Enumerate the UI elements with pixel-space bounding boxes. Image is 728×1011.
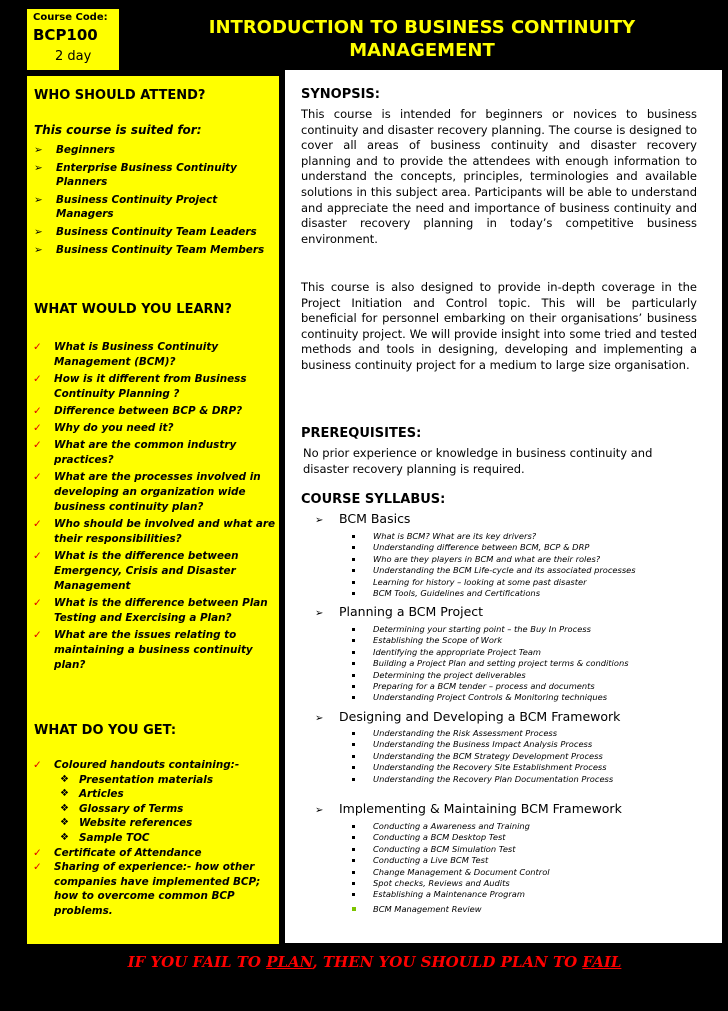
list-item: Establishing a Maintenance Program [349, 889, 550, 900]
arrow-icon: ➢ [315, 805, 324, 816]
list-item: Understanding the Recovery Site Establishment Process [349, 762, 613, 773]
check-icon: ✓ [33, 405, 42, 417]
list-item: ✓ What are the common industry practices? [33, 439, 237, 466]
arrow-icon: ➢ [34, 144, 43, 156]
check-icon: ✓ [33, 422, 42, 434]
list-item: BCM Management Review [349, 904, 550, 915]
check-icon: ✓ [33, 518, 42, 530]
check-icon: ✓ [33, 439, 42, 451]
synopsis-heading: SYNOPSIS: [301, 87, 380, 102]
sidebar [27, 76, 279, 944]
topic-list [349, 624, 629, 704]
list-item: ✓ Who should be involved and what are their responsibilities? [33, 518, 275, 545]
list-item: Change Management & Document Control [349, 867, 550, 878]
list-item: ✓ What is the difference between Plan Testing and Exercising a Plan? [33, 597, 268, 624]
list-item: ✓ Sharing of experience:- how other companies have implemented BCP; how to overcome common BCP problems. [33, 861, 261, 917]
footer-banner [27, 944, 722, 985]
course-code-box [27, 9, 119, 70]
arrow-icon: ➢ [315, 515, 324, 526]
list-item: ✓ Difference between BCP & DRP? [33, 405, 243, 417]
main-content [285, 70, 722, 943]
list-item: ❖ Website references [60, 817, 193, 830]
topic-list [349, 728, 613, 785]
list-item: ✓ What is the difference between Emergency, Crisis and Disaster Management [33, 550, 239, 592]
module-title: ➢ Planning a BCM Project [315, 604, 484, 619]
diamond-icon: ❖ [60, 788, 69, 800]
suited-label: This course is suited for: [34, 123, 202, 137]
get-list [27, 758, 301, 919]
page-title: INTRODUCTION TO BUSINESS CONTINUITY MANAGEMENT [208, 17, 636, 61]
list-item: ✓ What is Business Continuity Management (BCM)? [33, 341, 219, 368]
arrow-icon: ➢ [315, 608, 324, 619]
course-duration: 2 day [55, 49, 92, 64]
list-item: ✓ Why do you need it? [33, 422, 174, 434]
list-item: Identifying the appropriate Project Team [349, 647, 629, 658]
learn-heading: WHAT WOULD YOU LEARN? [34, 302, 232, 317]
arrow-icon: ➢ [34, 162, 43, 174]
list-item: Understanding Project Controls & Monitoring techniques [349, 692, 629, 703]
learn-list [27, 340, 276, 675]
check-icon: ✓ [33, 471, 42, 483]
list-item: Conducting a Awareness and Training [349, 821, 550, 832]
diamond-icon: ❖ [60, 773, 69, 785]
list-item: ❖ Articles [60, 788, 124, 801]
who-heading: WHO SHOULD ATTEND? [34, 88, 206, 103]
diamond-icon: ❖ [60, 817, 69, 829]
list-item: Conducting a Live BCM Test [349, 855, 550, 866]
course-code: BCP100 [33, 26, 98, 44]
audience-list [27, 143, 268, 261]
synopsis-paragraph: This course is intended for beginners or novices to business continuity and disaster recovery planning. The course is designed to cover all areas of business continuity and disaster recovery planning and to provide the attendees with enough information to understand the concepts, principles, terminologies and available solutions in this subject area. Participants will be able to understand and appreciate the need and importance of business continuity and disaster recovery planning in today’s competitive business environment. [301, 107, 697, 246]
module-title: ➢ Implementing & Maintaining BCM Framework [315, 801, 622, 816]
list-item: ✓ What are the processes involved in developing an organization wide business continuity plan? [33, 471, 261, 513]
list-item: Understanding the Recovery Plan Documentation Process [349, 774, 613, 785]
list-item: ➢ Business Continuity Project Managers [34, 194, 218, 220]
list-item: ❖ Sample TOC [60, 831, 150, 844]
list-item: ❖ Glossary of Terms [60, 802, 184, 815]
list-item: Who are they players in BCM and what are their roles? [349, 554, 636, 565]
list-item: Learning for history – looking at some past disaster [349, 577, 636, 588]
list-item: Building a Project Plan and setting project terms & conditions [349, 658, 629, 669]
check-icon: ✓ [33, 550, 42, 562]
list-item: ✓ What are the issues relating to maintaining a business continuity plan? [33, 629, 253, 671]
prereq-heading: PREREQUISITES: [301, 426, 422, 441]
topic-list [349, 531, 636, 599]
list-item: Preparing for a BCM tender – process and documents [349, 681, 629, 692]
topic-list [349, 821, 550, 915]
prereq-text: No prior experience or knowledge in business continuity and disaster recovery planning is required. [303, 446, 653, 476]
check-icon: ✓ [33, 846, 42, 859]
syllabus-heading: COURSE SYLLABUS: [301, 492, 446, 507]
list-item: ✓ How is it different from Business Continuity Planning ? [33, 373, 247, 400]
arrow-icon: ➢ [315, 713, 324, 724]
diamond-icon: ❖ [60, 831, 69, 843]
list-item: ✓ Certificate of Attendance [33, 846, 202, 859]
arrow-icon: ➢ [34, 244, 43, 256]
arrow-icon: ➢ [34, 226, 43, 238]
list-item: ➢ Beginners [34, 144, 116, 156]
list-item: Understanding difference between BCM, BCP & DRP [349, 542, 636, 553]
list-item: ❖ Presentation materials [60, 773, 214, 786]
list-item: Establishing the Scope of Work [349, 635, 629, 646]
list-item: Conducting a BCM Simulation Test [349, 844, 550, 855]
get-heading: WHAT DO YOU GET: [34, 723, 177, 738]
check-icon: ✓ [33, 861, 42, 874]
list-item: Spot checks, Reviews and Audits [349, 878, 550, 889]
course-code-label: Course Code: [33, 12, 108, 23]
list-item: Understanding the BCM Strategy Development Process [349, 751, 613, 762]
list-item: Determining the project deliverables [349, 670, 629, 681]
check-icon: ✓ [33, 629, 42, 641]
check-icon: ✓ [33, 373, 42, 385]
synopsis-paragraph-2: This course is also designed to provide in-depth coverage in the Project Initiation and Control topic. This will be particularly beneficial for personnel embarking on their organisations’ business continuity project. We will provide insight into some tried and tested methods and tools in designing, developing and implementing a business continuity project for a medium to large size organisation. [301, 280, 697, 372]
list-item: Understanding the Business Impact Analysis Process [349, 739, 613, 750]
list-item: ➢ Business Continuity Team Members [34, 244, 265, 256]
footer-slogan: IF YOU FAIL TO PLAN, THEN YOU SHOULD PLAN TO FAIL [127, 953, 622, 971]
check-icon: ✓ [33, 341, 42, 353]
list-item: Understanding the Risk Assessment Process [349, 728, 613, 739]
arrow-icon: ➢ [34, 194, 43, 206]
list-item: Determining your starting point – the Buy In Process [349, 624, 629, 635]
list-item: What is BCM? What are its key drivers? [349, 531, 636, 542]
list-item: Understanding the BCM Life-cycle and its associated processes [349, 565, 636, 576]
list-item: ➢ Enterprise Business Continuity Planners [34, 162, 237, 188]
diamond-icon: ❖ [60, 802, 69, 814]
list-item: ✓ Coloured handouts containing:- [33, 759, 240, 771]
list-item: Conducting a BCM Desktop Test [349, 832, 550, 843]
module-title: ➢ BCM Basics [315, 511, 411, 526]
list-item: ➢ Business Continuity Team Leaders [34, 226, 257, 238]
check-icon: ✓ [33, 597, 42, 609]
list-item: BCM Tools, Guidelines and Certifications [349, 588, 636, 599]
module-title: ➢ Designing and Developing a BCM Framework [315, 709, 621, 724]
check-icon: ✓ [33, 759, 42, 771]
